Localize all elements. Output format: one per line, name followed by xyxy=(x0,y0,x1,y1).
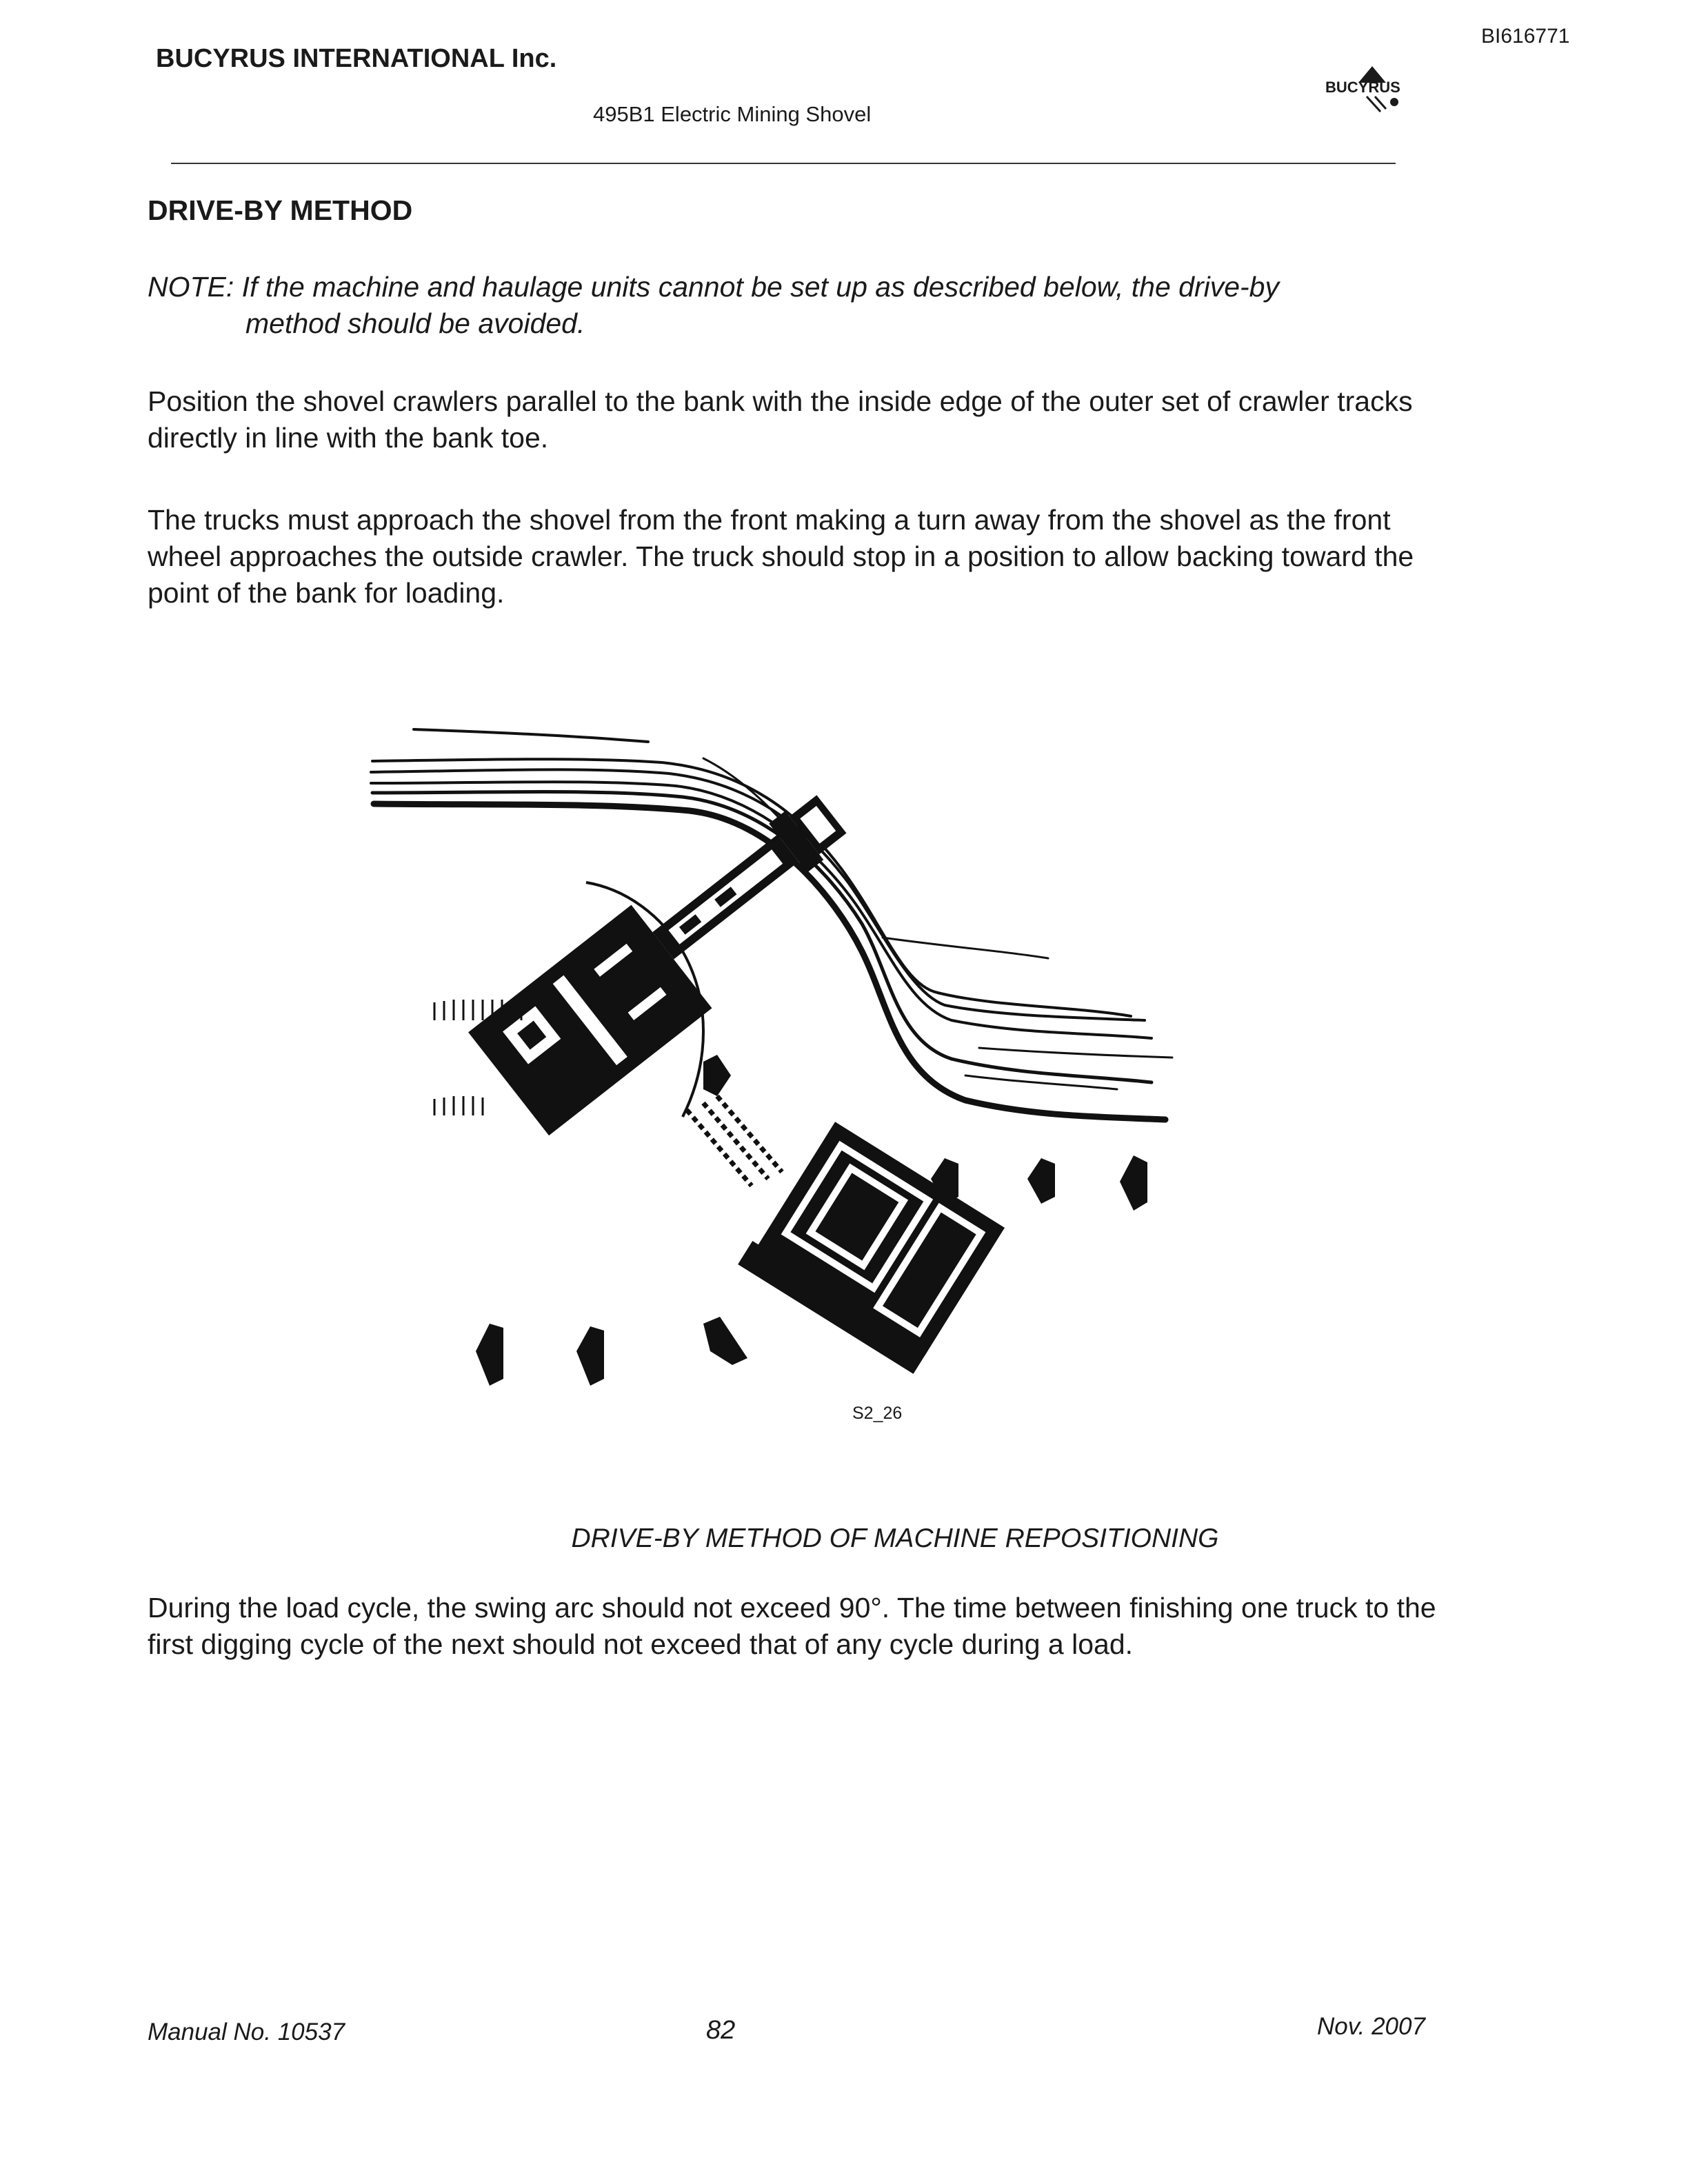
logo-text: BUCYRUS xyxy=(1325,79,1400,96)
company-name: BUCYRUS INTERNATIONAL Inc. xyxy=(156,44,557,73)
arrow-incoming-2 xyxy=(1027,1158,1055,1204)
footer-date: Nov. 2007 xyxy=(1317,2013,1425,2040)
haul-truck-icon xyxy=(738,1118,1005,1374)
header-divider xyxy=(171,163,1396,164)
paragraph-load-cycle: During the load cycle, the swing arc should not exceed 90°. The time between finishing one truck to the first digging cycle of the next should not exceed that of any cycle during a load. xyxy=(148,1592,1436,1660)
truck-tracks xyxy=(687,1096,782,1186)
drive-by-diagram xyxy=(359,717,1227,1406)
arrow-shovel-right xyxy=(703,1055,731,1096)
paragraph-crawler-position: Position the shovel crawlers parallel to the bank with the inside edge of the outer set of crawler tracks directly in line with the bank toe. xyxy=(148,385,1413,454)
arrow-outgoing-1 xyxy=(476,1324,503,1386)
header-subtitle: 495B1 Electric Mining Shovel xyxy=(593,102,872,126)
arrow-incoming-3 xyxy=(1120,1155,1147,1211)
arrow-outgoing-2 xyxy=(576,1326,604,1386)
arrow-outgoing-3 xyxy=(703,1317,747,1365)
shovel-icon xyxy=(468,774,881,1135)
footer-manual-number: Manual No. 10537 xyxy=(148,2019,345,2045)
figure-caption: DRIVE-BY METHOD OF MACHINE REPOSITIONING xyxy=(571,1524,1219,1553)
note-line-2: method should be avoided. xyxy=(245,307,585,339)
paragraph-truck-approach: The trucks must approach the shovel from the front making a turn away from the shovel as the front wheel approaches the outside crawler. The truck should stop in a position to allow backing toward the point of the bank for loading. xyxy=(148,504,1414,609)
note-text xyxy=(148,269,1279,342)
note-line-1: NOTE: If the machine and haulage units cannot be set up as described below, the drive-by xyxy=(148,271,1279,303)
bucyrus-logo xyxy=(1317,62,1434,117)
figure-id: S2_26 xyxy=(852,1404,903,1423)
section-title: DRIVE-BY METHOD xyxy=(148,194,413,226)
document-id: BI616771 xyxy=(1481,25,1570,48)
footer-page-number: 82 xyxy=(706,2016,736,2045)
